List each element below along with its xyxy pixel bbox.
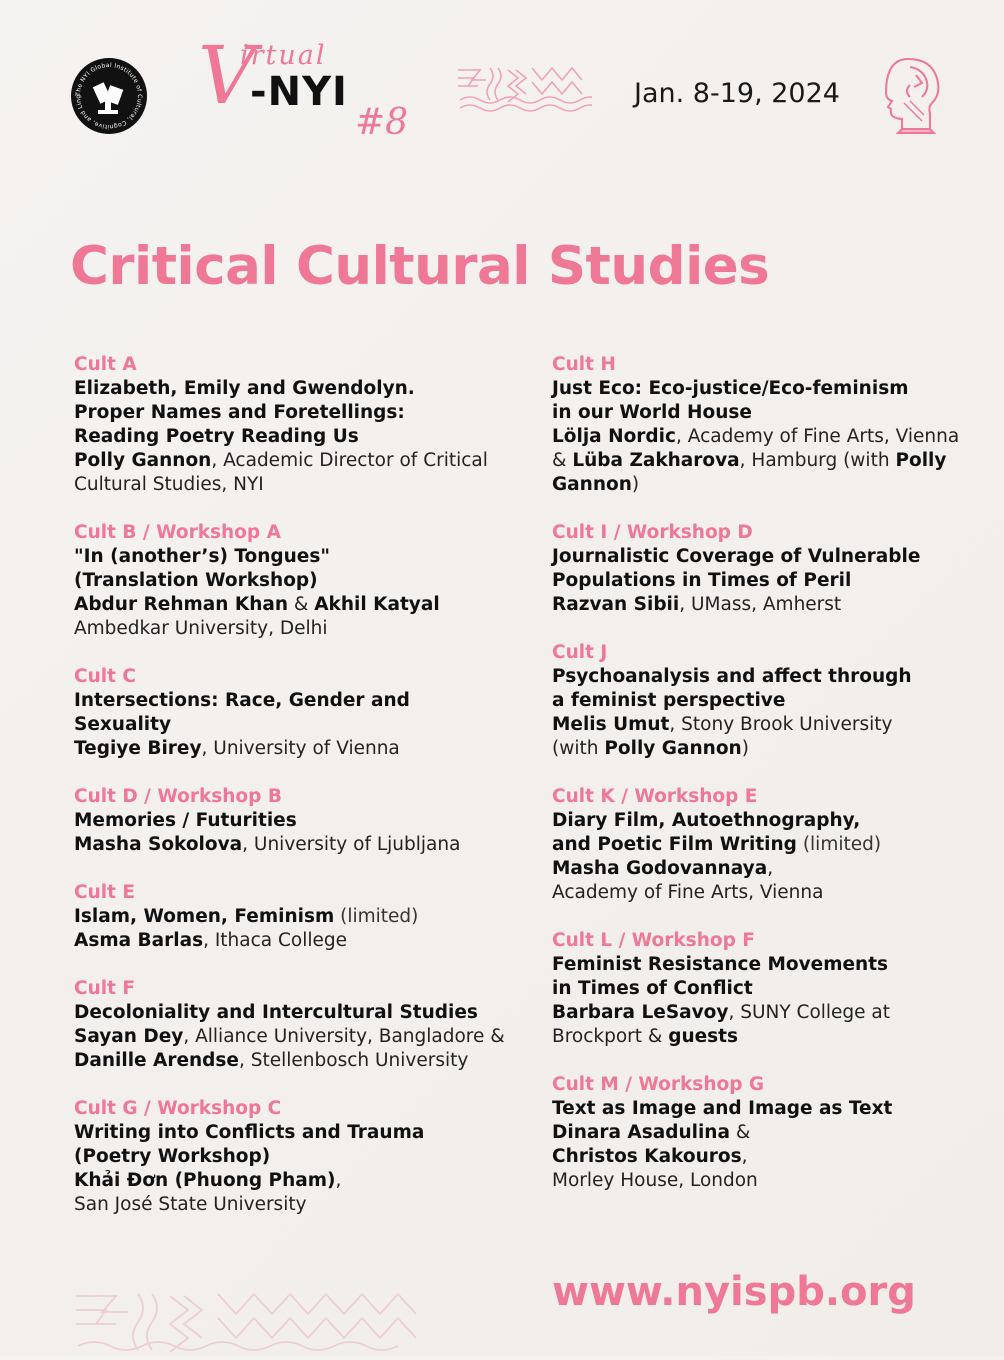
- course-title: [552, 809, 972, 857]
- course-entry: [74, 353, 514, 497]
- event-dates: Jan. 8-19, 2024: [634, 78, 840, 109]
- course-code: Cult K / Workshop E: [552, 786, 758, 807]
- instructor-name: Dinara Asadulina: [552, 1122, 730, 1143]
- course-instructors: [552, 1121, 972, 1145]
- course-title-text: Islam, Women, Feminism: [74, 906, 335, 927]
- course-code: Cult C: [74, 666, 136, 687]
- instructor-affiliation: , Academy of Fine Arts, Vienna &: [552, 426, 960, 471]
- decorative-pattern-icon: [72, 1290, 424, 1356]
- course-title-text: Memories / Futurities: [74, 810, 297, 831]
- course-entry: [552, 641, 972, 761]
- instructor-name: Akhil Katyal: [314, 594, 440, 615]
- instructor-affiliation: (with: [552, 738, 605, 759]
- instructor-name: Razvan Sibii: [552, 594, 680, 615]
- page-title: Critical Cultural Studies: [70, 236, 770, 297]
- course-title-text: Intersections: Race, Gender and Sexuality: [74, 690, 410, 735]
- course-code: Cult L / Workshop F: [552, 930, 755, 951]
- instructor-affiliation: ): [631, 474, 640, 495]
- course-entry: [74, 665, 514, 761]
- instructor-affiliation: , Alliance University, Bangladore &: [183, 1026, 505, 1047]
- instructor-affiliation: ,: [767, 858, 774, 879]
- seal-text: The NYI Global Institute of Cultural, Cognitive, and Ling: [74, 61, 144, 131]
- instructor-name: Asma Barlas: [74, 930, 204, 951]
- instructor-name: Sayan Dey: [74, 1026, 184, 1047]
- course-entry: [74, 785, 514, 857]
- course-title: [74, 809, 514, 833]
- instructor-affiliation: , UMass, Amherst: [679, 594, 842, 615]
- instructor-affiliation: ): [741, 738, 749, 759]
- course-instructors: [552, 425, 972, 497]
- course-title: [552, 545, 972, 593]
- instructor-name: guests: [668, 1026, 739, 1047]
- course-title: [552, 953, 972, 1001]
- course-code: Cult J: [552, 642, 608, 663]
- course-title-text: Writing into Conflicts and Trauma (Poetry Workshop): [74, 1122, 425, 1167]
- instructor-affiliation: ,: [741, 1146, 748, 1167]
- course-title-text: Elizabeth, Emily and Gwendolyn. Proper Names and Foretellings: Reading Poetry Reading Us: [74, 378, 415, 447]
- instructor-name: Abdur Rehman Khan: [74, 594, 289, 615]
- course-title: [552, 377, 972, 425]
- instructor-name: Melis Umut: [552, 714, 670, 735]
- course-entry: [552, 353, 972, 497]
- instructor-affiliation: ,: [335, 1170, 342, 1191]
- course-instructors: [74, 737, 514, 761]
- course-instructors: [74, 593, 514, 617]
- course-title: [74, 1001, 514, 1025]
- course-title-text: Just Eco: Eco-justice/Eco-feminism in our World House: [552, 378, 909, 423]
- course-instructors: [552, 713, 972, 737]
- instructor-affiliation: , Hamburg (with: [739, 450, 896, 471]
- instructor-affiliation: Morley House, London: [552, 1170, 758, 1191]
- course-instructors: [74, 617, 514, 641]
- course-title: [74, 905, 514, 929]
- course-note: (limited): [796, 834, 882, 855]
- instructor-name: Tegiye Birey: [74, 738, 202, 759]
- course-title-text: Decoloniality and Intercultural Studies: [74, 1002, 478, 1023]
- course-code: Cult G / Workshop C: [74, 1098, 282, 1119]
- instructor-name: Barbara LeSavoy: [552, 1002, 729, 1023]
- course-title-text: Feminist Resistance Movements in Times of Conflict: [552, 954, 889, 999]
- course-entry: [552, 521, 972, 617]
- course-instructors: [552, 1145, 972, 1169]
- course-code: Cult D / Workshop B: [74, 786, 282, 807]
- course-code: Cult I / Workshop D: [552, 522, 753, 543]
- instructor-affiliation: &: [288, 594, 315, 615]
- course-instructors: [552, 1001, 972, 1049]
- instructor-affiliation: , Ithaca College: [203, 930, 348, 951]
- course-title-text: "In (another’s) Tongues" (Translation Workshop): [74, 546, 331, 591]
- course-title: [74, 545, 514, 593]
- course-code: Cult F: [74, 978, 136, 999]
- instructor-name: Masha Sokolova: [74, 834, 243, 855]
- course-instructors: [552, 593, 972, 617]
- course-entry: [552, 929, 972, 1049]
- course-code: Cult M / Workshop G: [552, 1074, 765, 1095]
- course-title-text: Text as Image and Image as Text: [552, 1098, 893, 1119]
- course-instructors: [74, 449, 514, 497]
- course-title: [74, 1121, 514, 1169]
- course-column-right: [552, 353, 972, 1217]
- course-title-text: Journalistic Coverage of Vulnerable Populations in Times of Peril: [552, 546, 921, 591]
- instructor-affiliation: &: [729, 1122, 751, 1143]
- course-title: [552, 1097, 972, 1121]
- logo-virtual: irtual: [240, 40, 327, 71]
- course-entry: [552, 1073, 972, 1193]
- logo-edition-number: #8: [355, 102, 409, 143]
- course-entry: [74, 1097, 514, 1217]
- instructor-name: Polly Gannon: [604, 738, 742, 759]
- course-code: Cult A: [74, 354, 137, 375]
- instructor-affiliation: San José State University: [74, 1194, 307, 1215]
- instructor-affiliation: Academy of Fine Arts, Vienna: [552, 882, 824, 903]
- course-instructors: [552, 881, 972, 905]
- course-title: [552, 665, 972, 713]
- course-instructors: [74, 1025, 514, 1073]
- course-entry: [74, 521, 514, 641]
- course-title-text: Diary Film, Autoethnography, and Poetic Film Writing: [552, 810, 861, 855]
- profile-head-icon: [880, 55, 942, 135]
- instructor-name: Polly Gannon: [74, 450, 212, 471]
- instructor-affiliation: , SUNY College at Brockport &: [552, 1002, 891, 1047]
- instructor-name: Lölja Nordic: [552, 426, 676, 447]
- course-title: [74, 377, 514, 449]
- course-instructors: [552, 737, 972, 761]
- course-title: [74, 689, 514, 737]
- instructor-name: Khải Đơn (Phuong Pham): [74, 1170, 336, 1191]
- course-instructors: [552, 857, 972, 881]
- instructor-affiliation: , University of Vienna: [201, 738, 400, 759]
- instructor-name: Danille Arendse: [74, 1050, 239, 1071]
- course-code: Cult E: [74, 882, 136, 903]
- course-instructors: [74, 833, 514, 857]
- instructor-affiliation: Ambedkar University, Delhi: [74, 618, 328, 639]
- course-instructors: [74, 1193, 514, 1217]
- instructor-name: Polly Gannon: [552, 450, 947, 495]
- instructor-affiliation: , University of Ljubljana: [242, 834, 461, 855]
- instructor-name: Christos Kakouros: [552, 1146, 742, 1167]
- website-link[interactable]: www.nyispb.org: [552, 1269, 916, 1315]
- instructor-affiliation: , Academic Director of Critical Cultural Studies, NYI: [74, 450, 488, 495]
- decorative-pattern-icon: [456, 64, 592, 116]
- course-code: Cult B / Workshop A: [74, 522, 281, 543]
- instructor-name: Masha Godovannaya: [552, 858, 768, 879]
- course-column-left: [74, 353, 514, 1241]
- course-instructors: [552, 1169, 972, 1193]
- institute-seal-icon: [70, 57, 148, 135]
- course-entry: [74, 881, 514, 953]
- course-instructors: [74, 1169, 514, 1193]
- course-instructors: [74, 929, 514, 953]
- instructor-name: Lüba Zakharova: [572, 450, 740, 471]
- instructor-affiliation: , Stony Brook University: [669, 714, 893, 735]
- logo-v: V: [198, 29, 256, 122]
- course-entry: [552, 785, 972, 905]
- logo-nyi: -NYI: [250, 69, 348, 115]
- course-code: Cult H: [552, 354, 616, 375]
- course-title-text: Psychoanalysis and affect through a feminist perspective: [552, 666, 912, 711]
- course-note: (limited): [334, 906, 419, 927]
- instructor-affiliation: , Stellenbosch University: [238, 1050, 469, 1071]
- course-entry: [74, 977, 514, 1073]
